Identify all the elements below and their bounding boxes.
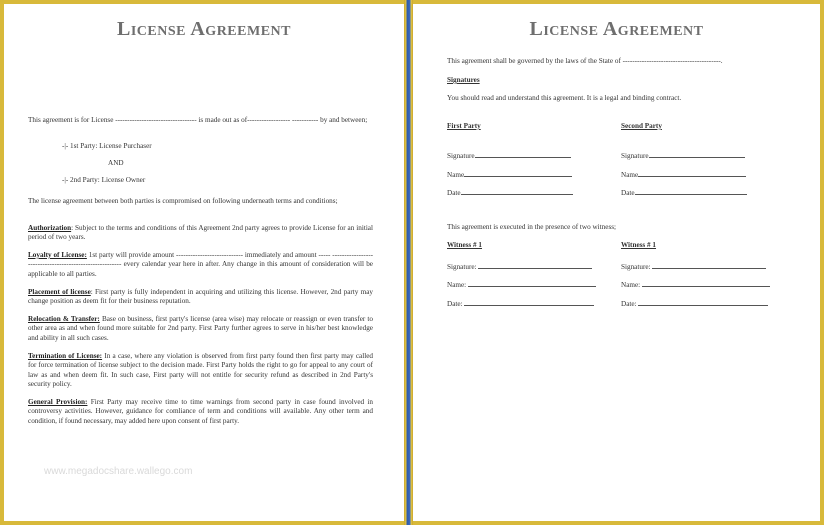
first-party-date-field[interactable]	[447, 187, 573, 197]
section-body: Base on business, first party's license (area wise) may relocate or reassign or even transfer to other area as and when found more suitable for 2nd party. First Party further agrees to serve in his/her best knowledge and ability in all such cases.	[28, 315, 373, 342]
witness2-name-field[interactable]	[621, 279, 770, 289]
section-body: 1st party will provide amount ---------------------------- immediately and amount ----- -------------------------------------------------------- every calendar year here in after. Any change in this amount of consideration will be applicable to all parties.	[28, 251, 373, 278]
governed-text: This agreement shall be governed by the laws of the State of -----------------------------------------.	[447, 57, 723, 65]
witness-intro-text: This agreement is executed in the presence of two witness;	[447, 223, 617, 231]
first-party-signature-field[interactable]	[447, 150, 571, 160]
field-label: Name:	[621, 281, 641, 289]
section-authorization	[28, 224, 373, 243]
witness1-heading: Witness # 1	[447, 241, 483, 249]
witness2-heading: Witness # 1	[621, 241, 657, 249]
second-party-date-field[interactable]	[621, 187, 747, 197]
witness2-signature-field[interactable]	[621, 261, 766, 271]
section-termination	[28, 352, 373, 390]
field-label: Signature	[621, 152, 649, 160]
section-heading: Authorization	[28, 224, 72, 232]
field-label: Date:	[621, 300, 637, 308]
right-page-title: License Agreement	[529, 18, 704, 40]
field-label: Signature	[447, 152, 475, 160]
witness1-date-field[interactable]	[447, 298, 594, 308]
witness1-signature-field[interactable]	[447, 261, 592, 271]
intro-text: This agreement is for License ---------------------------------- is made out as of------------------ ----------- by and between;	[28, 116, 368, 124]
section-placement	[28, 288, 373, 307]
party2-line: -|- 2nd Party: License Owner	[62, 176, 146, 184]
right-page	[413, 4, 820, 521]
first-party-name-field[interactable]	[447, 169, 572, 179]
party1-line: -|- 1st Party: License Purchaser	[62, 142, 152, 150]
section-general	[28, 398, 373, 426]
second-party-signature-field[interactable]	[621, 150, 745, 160]
section-loyalty	[28, 251, 373, 279]
field-label: Name	[447, 171, 465, 179]
signatures-heading: Signatures	[447, 76, 480, 84]
section-heading: General Provision:	[28, 398, 88, 406]
section-body: : First party is fully independent in acquiring and utilizing this license. However, 2nd party may change position as deem fit for their business reputation.	[28, 288, 373, 306]
field-label: Name	[621, 171, 639, 179]
field-label: Date:	[447, 300, 463, 308]
witness1-name-field[interactable]	[447, 279, 596, 289]
field-label: Name:	[447, 281, 467, 289]
section-body: : Subject to the terms and conditions of this Agreement 2nd party agrees to provide License for an initial period of two years.	[28, 224, 373, 242]
section-heading: Relocation & Transfer:	[28, 315, 100, 323]
signatures-text: You should read and understand this agreement. It is a legal and binding contract.	[447, 94, 682, 102]
section-heading: Loyalty of License:	[28, 251, 87, 259]
second-party-heading: Second Party	[621, 122, 662, 130]
section-body: First Party may receive time to time warnings from second party in case found involved in controversy activities. However, guidance for comliance of term and conditions will available. Any other term and condition, if found necessary, may added here upon consent of first party.	[28, 398, 373, 425]
left-page-title: License Agreement	[117, 18, 291, 40]
page-gutter	[404, 0, 413, 525]
first-party-heading: First Party	[447, 122, 481, 130]
section-heading: Termination of License:	[28, 352, 103, 360]
field-label: Signature:	[621, 263, 651, 271]
section-heading: Placement of license	[28, 288, 91, 296]
watermark-text: www.megadocshare.wallego.com	[44, 466, 193, 477]
second-party-name-field[interactable]	[621, 169, 746, 179]
preamble-text: The license agreement between both parties is compromised on following underneath terms and conditions;	[28, 197, 338, 205]
section-relocation	[28, 315, 373, 343]
left-page	[4, 4, 404, 521]
section-body: In a case, where any violation is observed from first party found then first party may called for force termination of license subject to the decision made. First Party holds the right to go for appeal to any court of law as and when deem fit. In such case, First party will not entitle for security refund as described in 2nd Party's security policy.	[28, 352, 373, 389]
witness2-date-field[interactable]	[621, 298, 768, 308]
field-label: Date	[621, 189, 635, 197]
field-label: Date	[447, 189, 461, 197]
field-label: Signature:	[447, 263, 477, 271]
and-text: AND	[108, 159, 124, 167]
